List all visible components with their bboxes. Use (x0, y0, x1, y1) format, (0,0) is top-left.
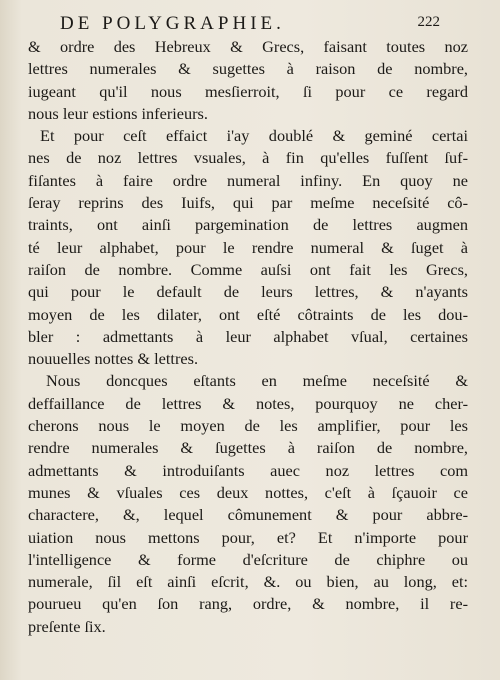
text-line: té leur alphabet, pour le rendre numeral & ſuget à (28, 237, 468, 257)
text-line: ſeray reprins des Iuifs, qui par meſme neceſsité cô- (28, 193, 468, 213)
text-line: lettres numerales & sugettes à raison de nombre, (28, 59, 468, 79)
text-line: moyen de les dilater, ont eſté côtraints de les dou- (28, 304, 468, 324)
text-line: charactere, &, lequel cômunement & pour abbre- (28, 505, 468, 525)
text-line: l'intelligence & forme d'eſcriture de chiphre ou (28, 549, 468, 569)
text-line: admettants & introduiſants auec noz lettres com (28, 460, 468, 480)
text-line: & ordre des Hebreux & Grecs, faisant toutes noz (28, 37, 468, 56)
page-number: 222 (417, 14, 440, 30)
text-line: traints, ont ainſi pargemination de lettres augmen (28, 215, 468, 235)
text-line: nous leur estions inferieurs. (28, 103, 208, 123)
running-head-title: DE POLYGRAPHIE. (60, 13, 285, 34)
paragraph-first-line: Nous doncques eſtants en meſme neceſsité & (46, 371, 468, 391)
text-line: iugeant qu'il nous mesſierroit, ſi pour ce regard (28, 81, 468, 101)
text-line: cherons nous le moyen de les amplifier, pour les (28, 416, 468, 436)
text-line: raiſon de nombre. Comme auſsi ont fait les Grecs, (28, 259, 468, 279)
text-line: fiſantes à faire ordre numeral infiny. En quoy ne (28, 170, 468, 190)
paragraph-first-line: Et pour ceſt effaict i'ay doublé & geminé certai (40, 126, 468, 146)
text-line: deffaillance de lettres & notes, pourquoy ne cher- (28, 393, 468, 413)
text-line: nes de noz lettres vsuales, à fin qu'elles fuſſent ſuf- (28, 148, 468, 168)
body-text (28, 36, 468, 638)
text-line: munes & vſuales ces deux nottes, c'eſt à ſçauoir ce (28, 482, 468, 502)
text-line: qui pour le default de leurs lettres, & n'ayants (28, 282, 468, 302)
text-line: rendre numerales & ſugettes à raiſon de nombre, (28, 438, 468, 458)
text-line: pourueu qu'en ſon rang, ordre, & nombre, il re- (28, 594, 468, 614)
text-line: preſente ſix. (28, 616, 106, 636)
text-line: uiation nous mettons pour, et? Et n'importe pour (28, 527, 468, 547)
text-line: nouuelles nottes & lettres. (28, 349, 199, 369)
text-line: bler : admettants à leur alphabet vſual, certaines (28, 326, 468, 346)
text-line: numerale, ſil eſt ainſi eſcrit, &. ou bien, au long, et: (28, 572, 468, 592)
